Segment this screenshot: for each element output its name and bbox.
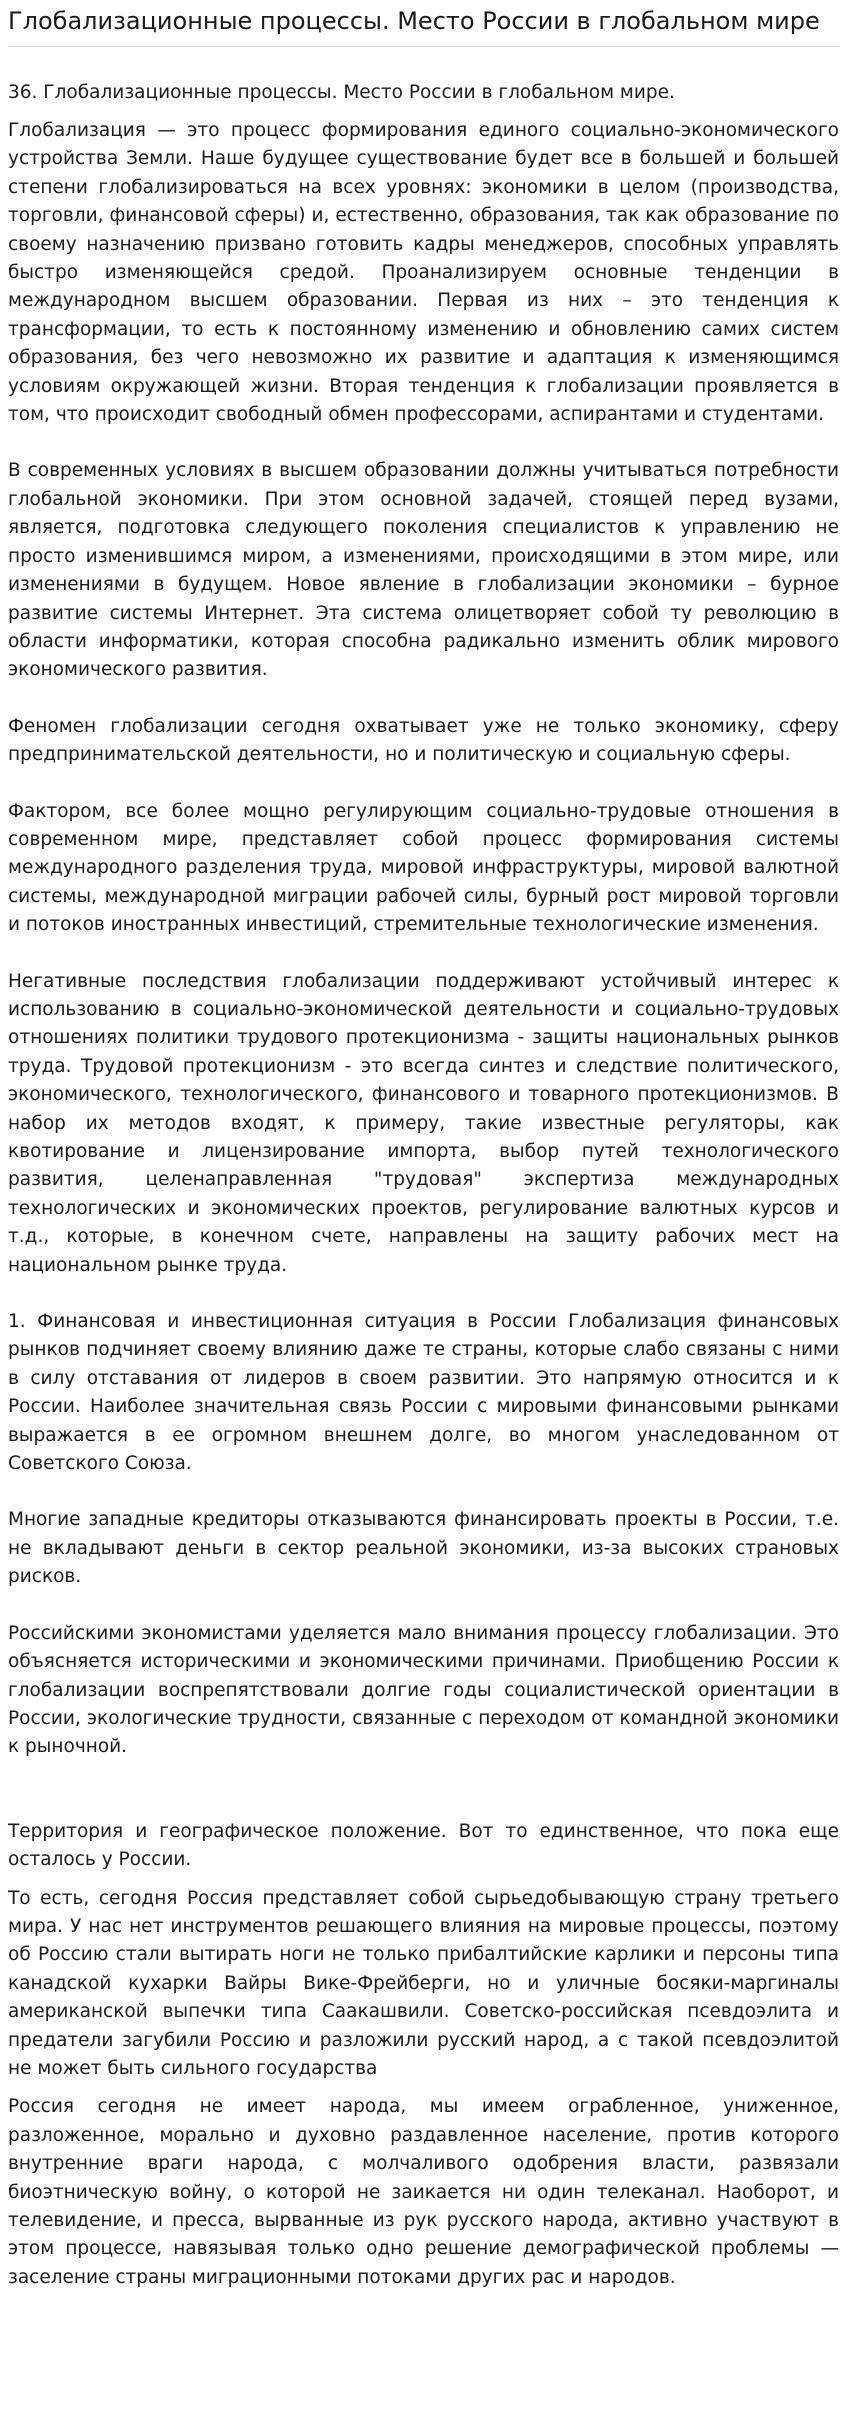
- paragraph-phenomenon: Феномен глобализации сегодня охватывает уже не только экономику, сферу предпринимательской деятельности, но и политическую и социальную сферы.: [8, 715, 839, 766]
- paragraph-higher-education: В современных условиях в высшем образовании должны учитываться потребности глобальной экономики. При этом основной задачей, стоящей перед вузами, является, подготовка следующего поколения специалистов к управлению не просто изменившимся миром, а изменениями, происходящими в этом мире, или изменениями в будущем. Новое явление в глобализации экономики – бурное развитие системы Интернет. Эта система олицетворяет собой ту революцию в области информатики, которая способна радикально изменить облик мирового экономического развития.: [8, 460, 839, 681]
- paragraph-russian-economists: Российскими экономистами уделяется мало внимания процессу глобализации. Это объясняется историческими и экономическими причинами. Приобщению России к глобализации воспрепятствовали долгие годы социалистической ориентации в России, экологические трудности, связанные с переходом от командной экономики к рыночной.: [8, 1622, 839, 1758]
- paragraph-territory: Территория и географическое положение. Вот то единственное, что пока еще осталось у России.: [8, 1820, 839, 1871]
- article-body: [8, 117, 839, 2292]
- article-subheading: 36. Глобализационные процессы. Место России в глобальном мире.: [8, 82, 675, 103]
- title-divider: [8, 46, 839, 47]
- page-title: Глобализационные процессы. Место России в глобальном мире: [8, 7, 820, 35]
- paragraph-financial-situation: 1. Финансовая и инвестиционная ситуация в России Глобализация финансовых рынков подчиняет своему влиянию даже те страны, которые слабо связаны с ними в силу отставания от лидеров в своем развитии. Это напрямую относится и к России. Наиболее значительная связь России с мировыми финансовыми рынками выражается в ее огромном внешнем долге, во многом унаследованном от Советского Союза.: [8, 1311, 839, 1475]
- paragraph-protectionism: Негативные последствия глобализации поддерживают устойчивый интерес к использованию в социально-экономической деятельности и социально-трудовых отношениях политики трудового протекционизма - защиты национальных рынков труда. Трудовой протекционизм - это всегда синтез и следствие политического, экономического, технологического, финансового и товарного протекционизмов. В набор их методов входят, к примеру, такие известные регуляторы, как квотирование и лицензирование импорта, выбор путей технологического развития, целенаправленная "трудовая" экспертиза международных технологических и экономических проектов, регулирование валютных курсов и т.д., которые, в конечном счете, направлены на защиту рабочих мест на национальном рынке труда.: [8, 970, 839, 1276]
- paragraph-third-world: То есть, сегодня Россия представляет собой сырьедобывающую страну третьего мира. У нас нет инструментов решающего влияния на мировые процессы, поэтому об Россию стали вытирать ноги не только прибалтийские карлики и персоны типа канадской кухарки Вайры Вике-Фрейберги, но и уличные босяки-маргиналы американской выпечки типа Саакашвили. Советско-российская псевдоэлита и предатели загубили Россию и разложили русский народ, а с такой псевдоэлитой не может быть сильного государства: [8, 1887, 839, 2079]
- paragraph-population: Россия сегодня не имеет народа, мы имеем ограбленное, униженное, разложенное, морально и духовно раздавленное население, против которого внутренние враги народа, с молчаливого одобрения власти, развязали биоэтническую войну, о которой не заикается ни один телеканал. Наоборот, и телевидение, и пресса, вырванные из рук русского народа, активно участвуют в этом процессе, навязывая только одно решение демографической проблемы — заселение страны миграционными потоками других рас и народов.: [8, 2096, 839, 2288]
- paragraph-globalization-definition: Глобализация — это процесс формирования единого социально-экономического устройства Земли. Наше будущее существование будет все в большей и большей степени глобализироваться на всех уровнях: экономики в целом (производства, торговли, финансовой сферы) и, естественно, образования, так как образование по своему назначению призвано готовить кадры менеджеров, способных управлять быстро изменяющейся средой. Проанализируем основные тенденции в международном высшем образовании. Первая из них – это тенденция к трансформации, то есть к постоянному изменению и обновлению самих систем образования, без чего невозможно их развитие и адаптация к изменяющимся условиям окружающей жизни. Вторая тенденция к глобализации проявляется в том, что происходит свободный обмен профессорами, аспирантами и студентами.: [8, 120, 839, 426]
- paragraph-western-creditors: Многие западные кредиторы отказываются финансировать проекты в России, т.е. не вкладывают деньги в сектор реальной экономики, из-за высоких страновых рисков.: [8, 1509, 839, 1588]
- paragraph-labor-relations: Фактором, все более мощно регулирующим социально-трудовые отношения в современном мире, представляет собой процесс формирования системы международного разделения труда, мировой инфраструктуры, мировой валютной системы, международной миграции рабочей силы, бурный рост мировой торговли и потоков иностранных инвестиций, стремительные технологические изменения.: [8, 800, 839, 936]
